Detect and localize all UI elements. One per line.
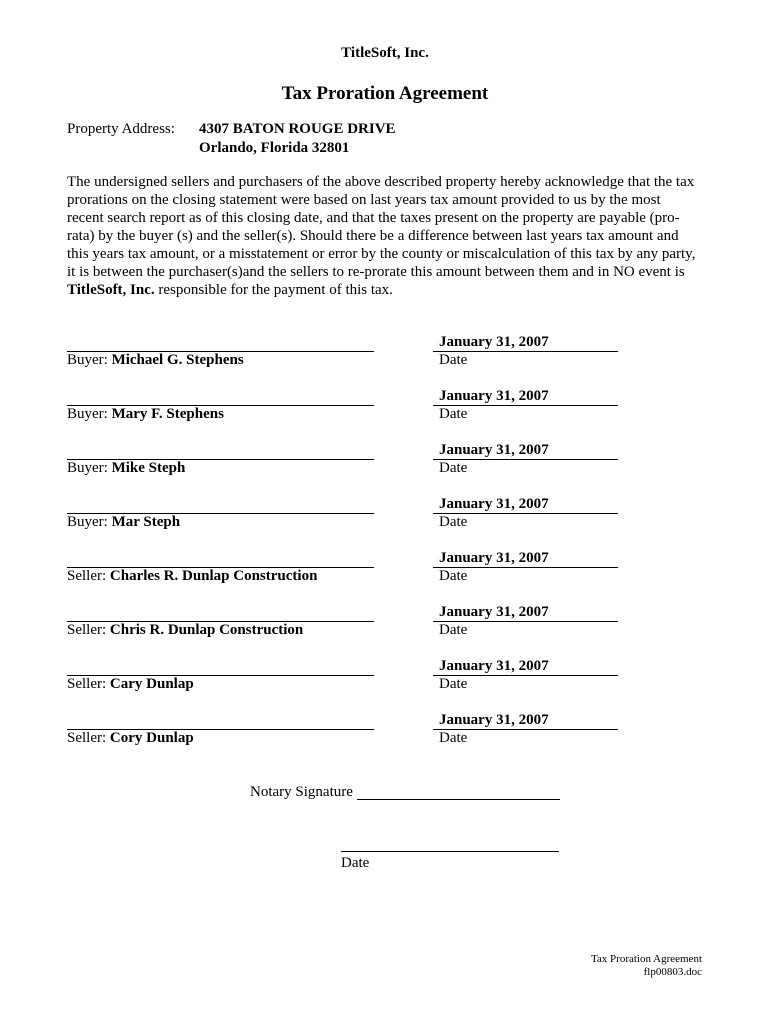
property-street: 4307 BATON ROUGE DRIVE [199,121,396,137]
date-caption: Date [439,514,468,530]
signer-label: Seller: Cary Dunlap [67,676,194,692]
signer-label: Seller: Chris R. Dunlap Construction [67,622,304,638]
date-caption: Date [439,676,468,692]
signer-label: Buyer: Mar Steph [67,514,181,530]
signature-date: January 31, 2007 [439,658,549,674]
body-line: The undersigned sellers and purchasers of the above described property hereby acknowledge that the tax [67,174,695,190]
signature-date: January 31, 2007 [439,496,549,512]
property-city: Orlando, Florida 32801 [199,140,350,156]
date-caption: Date [439,622,468,638]
company-name-inline: TitleSoft, Inc. [67,282,155,298]
body-line: prorations on the closing statement were based on last years tax amount provided to us by the most [67,192,661,208]
signature-date: January 31, 2007 [439,604,549,620]
signer-name: Charles R. Dunlap Construction [109,568,318,584]
signer-name: Mike Steph [111,460,186,476]
signer-label: Buyer: Michael G. Stephens [67,352,244,368]
signature-date: January 31, 2007 [439,388,549,404]
date-caption: Date [439,460,468,476]
signer-name: Mary F. Stephens [111,406,224,422]
property-address-label: Property Address: [67,121,175,137]
signer-name: Michael G. Stephens [111,352,244,368]
date-caption: Date [439,406,468,422]
company-name: TitleSoft, Inc. [341,45,429,61]
body-line [67,281,707,299]
signer-name: Cory Dunlap [109,730,194,746]
signer-label: Seller: Cory Dunlap [67,730,194,746]
signature-date: January 31, 2007 [439,712,549,728]
notary-date-caption: Date [341,855,370,871]
notary-date-line[interactable] [341,851,559,852]
signature-date: January 31, 2007 [439,550,549,566]
date-caption: Date [439,352,468,368]
page-footer [591,953,702,979]
body-line: it is between the purchaser(s)and the sellers to re-prorate this amount between them and in NO event is [67,264,685,280]
signature-date: January 31, 2007 [439,442,549,458]
signer-label: Buyer: Mary F. Stephens [67,406,224,422]
signer-name: Chris R. Dunlap Construction [109,622,304,638]
agreement-body [67,173,707,299]
signer-name: Mar Steph [111,514,181,530]
notary-signature-label: Notary Signature [250,784,353,800]
body-line: rata) by the buyer (s) and the seller(s). Should there be a difference between last years tax amount and [67,228,679,244]
document-title: Tax Proration Agreement [281,83,489,104]
date-caption: Date [439,730,468,746]
signer-label: Buyer: Mike Steph [67,460,186,476]
footer-doc-title: Tax Proration Agreement [590,953,702,965]
footer-file-name: flp00803.doc [643,966,702,978]
signer-label: Seller: Charles R. Dunlap Construction [67,568,318,584]
body-line: this years tax amount, or a misstatement or error by the county or miscalculation of this tax by any party, [67,246,696,262]
body-line-rest: responsible for the payment of this tax. [154,282,393,298]
signature-date: January 31, 2007 [439,334,549,350]
notary-signature-line[interactable] [357,799,560,800]
date-caption: Date [439,568,468,584]
signer-name: Cary Dunlap [109,676,194,692]
body-line: recent search report as of this closing date, and that the taxes present on the property are payable (pro- [67,210,680,226]
